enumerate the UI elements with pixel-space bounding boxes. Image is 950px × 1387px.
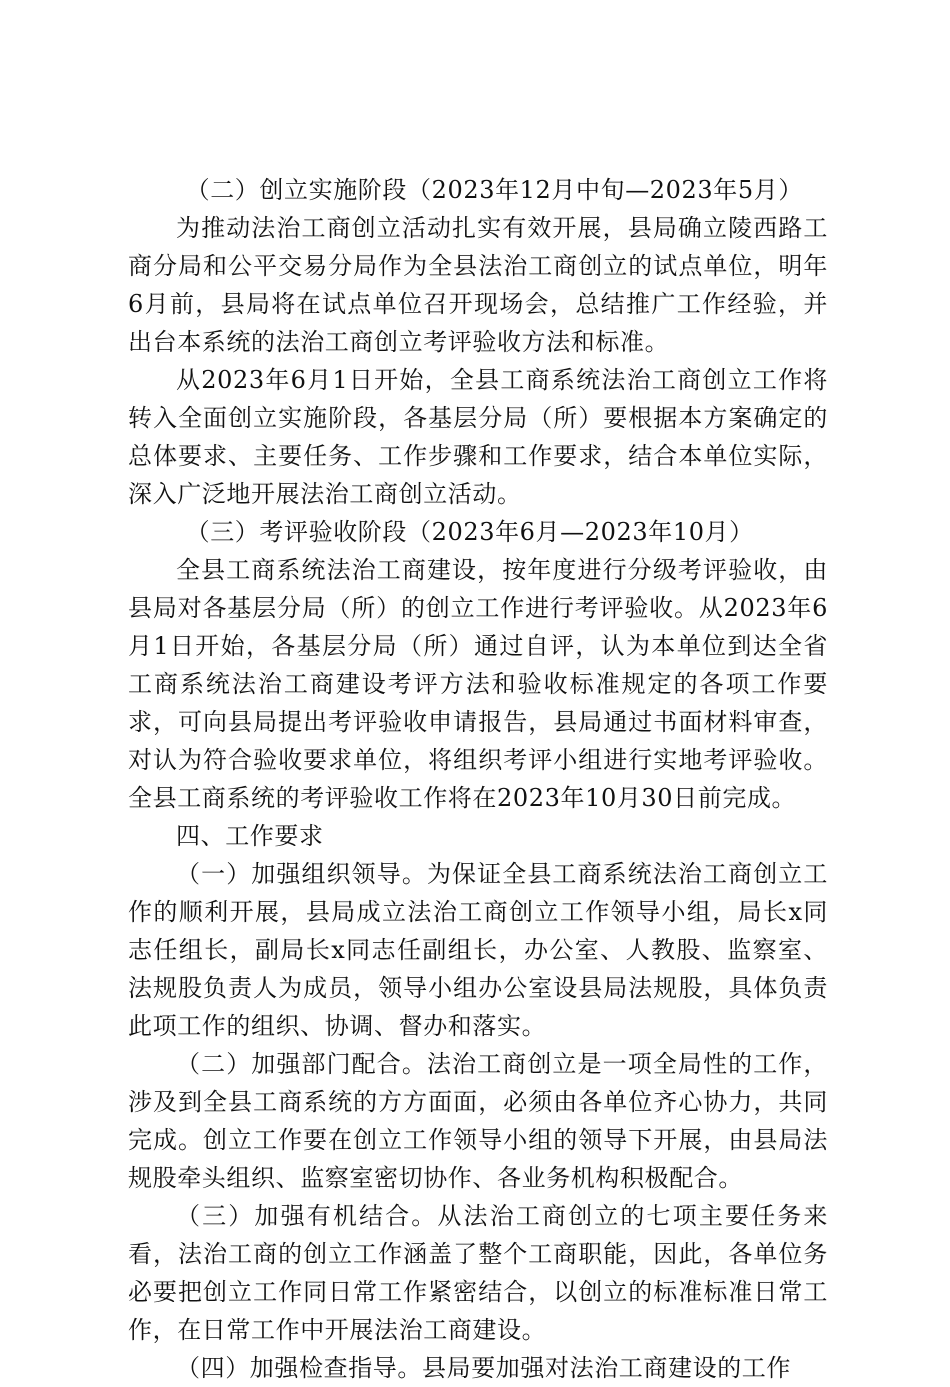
section-heading-work-requirements: 四、工作要求 <box>176 822 324 850</box>
paragraph-inspection-guidance: （四）加强检查指导。县局要加强对法治工商建设的工作 <box>176 1354 791 1382</box>
paragraph-full-implementation: 从2023年6月1日开始，全县工商系统法治工商创立工作将转入全面创立实施阶段，各基层分局（所）要根据本方案确定的总体要求、主要任务、工作步骤和工作要求，结合本单位实际，深入广泛地开展法治工商创立活动。 <box>128 366 828 508</box>
paragraph-organic-integration: （三）加强有机结合。从法治工商创立的七项主要任务来看，法治工商的创立工作涵盖了整个工商职能，因此，各单位务必要把创立工作同日常工作紧密结合，以创立的标准标准日常工作，在日常工作中开展法治工商建设。 <box>128 1202 828 1344</box>
section-heading-evaluation-stage: （三）考评验收阶段（2023年6月—2023年10月） <box>185 518 754 546</box>
paragraph-organization-leadership: （一）加强组织领导。为保证全县工商系统法治工商创立工作的顺利开展，县局成立法治工商创立工作领导小组，局长x同志任组长，副局长x同志任副组长，办公室、人教股、监察室、法规股负责人为成员，领导小组办公室设县局法规股，具体负责此项工作的组织、协调、督办和落实。 <box>128 860 828 1040</box>
paragraph-pilot-units: 为推动法治工商创立活动扎实有效开展，县局确立陵西路工商分局和公平交易分局作为全县法治工商创立的试点单位，明年6月前，县局将在试点单位召开现场会，总结推广工作经验，并出台本系统的法治工商创立考评验收方法和标准。 <box>128 214 828 356</box>
section-heading-implementation-stage: （二）创立实施阶段（2023年12月中旬—2023年5月） <box>185 176 803 204</box>
paragraph-department-coordination: （二）加强部门配合。法治工商创立是一项全局性的工作，涉及到全县工商系统的方方面面，必须由各单位齐心协力，共同完成。创立工作要在创立工作领导小组的领导下开展，由县局法规股牵头组织、监察室密切协作、各业务机构积极配合。 <box>128 1050 828 1192</box>
paragraph-evaluation: 全县工商系统法治工商建设，按年度进行分级考评验收，由县局对各基层分局（所）的创立工作进行考评验收。从2023年6月1日开始，各基层分局（所）通过自评，认为本单位到达全省工商系统法治工商建设考评方法和验收标准规定的各项工作要求，可向县局提出考评验收申请报告，县局通过书面材料审查，对认为符合验收要求单位，将组织考评小组进行实地考评验收。全县工商系统的考评验收工作将在2023年10月30日前完成。 <box>128 556 828 812</box>
document-body <box>128 171 828 1387</box>
